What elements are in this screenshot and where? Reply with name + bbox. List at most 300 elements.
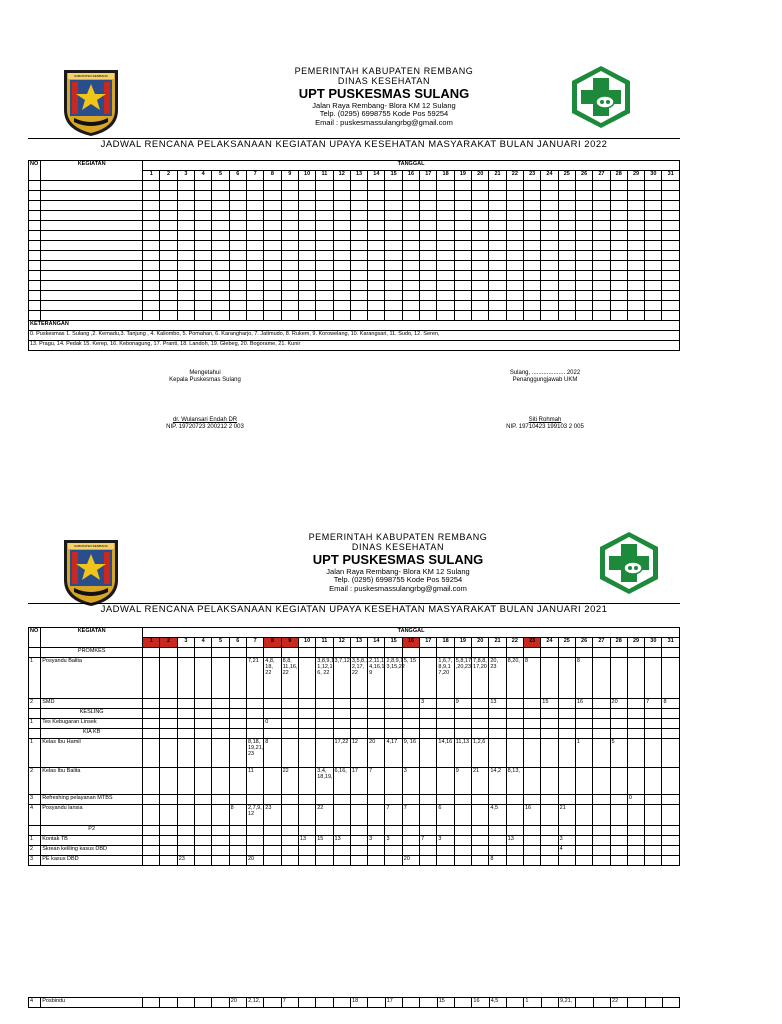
cell — [610, 221, 627, 231]
cell — [558, 826, 575, 836]
cell — [454, 301, 471, 311]
cell — [264, 281, 281, 291]
cell — [662, 181, 680, 191]
cell — [246, 719, 263, 729]
cell — [333, 729, 350, 739]
cell — [143, 281, 160, 291]
cell — [541, 231, 558, 241]
cell — [298, 291, 315, 301]
cell — [645, 739, 662, 768]
cell — [437, 231, 454, 241]
cell — [575, 271, 592, 281]
activity-label: Skrean keliling kasus DBD — [41, 846, 143, 856]
activity-label: Posyandu lansia — [41, 805, 143, 826]
kepala-label: Kepala Puskesmas Sulang — [169, 377, 241, 384]
day-cell: 11 — [316, 638, 333, 648]
cell — [662, 846, 680, 856]
cell — [333, 301, 350, 311]
cell — [229, 221, 246, 231]
cell — [229, 768, 246, 795]
cell — [489, 201, 506, 211]
cell — [420, 271, 437, 281]
cell — [350, 648, 367, 658]
cell — [523, 719, 540, 729]
cell — [212, 291, 229, 301]
date-cell: 2,7,9, 12 — [246, 805, 263, 826]
cell — [316, 271, 333, 281]
cell — [662, 251, 680, 261]
cell — [472, 211, 489, 221]
cell — [246, 181, 263, 191]
cell — [212, 311, 229, 321]
cell — [523, 709, 540, 719]
cell — [558, 768, 575, 795]
cell — [575, 795, 592, 805]
cell — [645, 805, 662, 826]
cell — [645, 231, 662, 241]
cell — [645, 211, 662, 221]
date-cell: 4,17 — [385, 739, 402, 768]
cell — [264, 648, 281, 658]
cell — [437, 191, 454, 201]
activity-row — [29, 805, 680, 826]
cell — [316, 311, 333, 321]
cell — [298, 729, 315, 739]
cell — [143, 211, 160, 221]
cell — [645, 311, 662, 321]
cell — [41, 231, 143, 241]
day-cell: 1 — [143, 171, 160, 181]
cell — [385, 181, 402, 191]
day-cell: 24 — [541, 171, 558, 181]
cell — [437, 301, 454, 311]
cell — [627, 221, 644, 231]
cell — [41, 201, 143, 211]
cell — [212, 658, 229, 699]
cell — [29, 826, 41, 836]
day-cell: 14 — [368, 638, 385, 648]
cell — [29, 191, 41, 201]
cell — [177, 739, 194, 768]
date-cell: 1 — [575, 739, 592, 768]
cell — [575, 768, 592, 795]
cell — [454, 191, 471, 201]
email: Email : puskesmassulangrbg@gmail.com — [315, 117, 453, 127]
cell — [143, 768, 160, 795]
day-cell: 3 — [177, 638, 194, 648]
cell — [212, 301, 229, 311]
cell — [420, 301, 437, 311]
empty-row — [29, 231, 680, 241]
cell — [177, 211, 194, 221]
day-cell: 29 — [627, 638, 644, 648]
date-cell: 8,20, — [506, 658, 523, 699]
cell — [229, 729, 246, 739]
cell — [472, 301, 489, 311]
cell — [420, 281, 437, 291]
cell — [627, 311, 644, 321]
cell — [627, 271, 644, 281]
cell — [350, 281, 367, 291]
date-cell: 15 — [437, 998, 454, 1008]
cell — [645, 221, 662, 231]
date-cell: 5,8,17 ,20,23 — [454, 658, 471, 699]
cell — [402, 221, 419, 231]
cell — [610, 805, 627, 826]
cell — [506, 271, 523, 281]
cell — [246, 836, 263, 846]
kepala-name: dr. Wulansari Endah DR — [172, 417, 238, 423]
cell — [143, 271, 160, 281]
cell — [627, 846, 644, 856]
date-cell: 3 — [558, 836, 575, 846]
cell — [333, 271, 350, 281]
cell — [558, 191, 575, 201]
gov-name-2: PEMERINTAH KABUPATEN REMBANG — [308, 532, 488, 542]
cell — [489, 729, 506, 739]
cell — [195, 805, 212, 826]
date-cell: 21 — [472, 768, 489, 795]
cell — [610, 201, 627, 211]
cell — [645, 836, 662, 846]
cell — [662, 709, 680, 719]
cell — [420, 191, 437, 201]
cell — [662, 241, 680, 251]
cell — [160, 805, 177, 826]
date-cell: 11 — [246, 768, 263, 795]
cell — [143, 658, 160, 699]
cell — [593, 699, 610, 709]
cell — [472, 805, 489, 826]
cell — [593, 281, 610, 291]
pj-label: Penanggungjawab UKM — [512, 377, 578, 384]
cell — [246, 311, 263, 321]
cell — [454, 648, 471, 658]
cell — [402, 241, 419, 251]
cell — [299, 998, 316, 1008]
cell — [420, 709, 437, 719]
cell — [143, 719, 160, 729]
empty-row — [29, 301, 680, 311]
cell — [195, 281, 212, 291]
cell — [385, 301, 402, 311]
date-cell: 8,13, — [506, 768, 523, 795]
activity-label: SMD — [41, 699, 143, 709]
cell — [281, 191, 298, 201]
date-cell: 8,18, 19,21, 23 — [246, 739, 263, 768]
cell — [454, 856, 471, 866]
cell — [212, 768, 229, 795]
cell — [368, 648, 385, 658]
activity-row — [29, 856, 680, 866]
date-cell: 17,22 — [333, 739, 350, 768]
cell — [195, 768, 212, 795]
cell — [610, 658, 627, 699]
cell — [454, 805, 471, 826]
cell — [333, 281, 350, 291]
row-no: 4 — [29, 998, 41, 1008]
row-no: 1 — [29, 719, 41, 729]
cell — [281, 805, 298, 826]
cell — [403, 998, 420, 1008]
cell — [281, 709, 298, 719]
cell — [229, 648, 246, 658]
day-cell: 30 — [645, 638, 662, 648]
cell — [298, 191, 315, 201]
cell — [489, 281, 506, 291]
cell — [454, 311, 471, 321]
date-cell: 3,4, 18,19, — [316, 768, 333, 795]
cell — [264, 856, 281, 866]
date-cell: 8 — [662, 699, 680, 709]
cell — [610, 271, 627, 281]
cell — [454, 281, 471, 291]
cell — [333, 719, 350, 729]
signature-right-1 — [470, 370, 620, 384]
cell — [281, 739, 298, 768]
cell — [229, 301, 246, 311]
sulang-date: Sulang, .................... 2022 — [509, 370, 581, 376]
cell — [350, 699, 367, 709]
cell — [507, 998, 524, 1008]
cell — [368, 271, 385, 281]
cell — [316, 846, 333, 856]
empty-row — [29, 271, 680, 281]
cell — [298, 221, 315, 231]
cell — [506, 729, 523, 739]
cell — [281, 211, 298, 221]
day-cell: 9 — [281, 171, 298, 181]
cell — [333, 261, 350, 271]
cell — [593, 836, 610, 846]
cell — [437, 281, 454, 291]
cell — [29, 271, 41, 281]
cell — [610, 836, 627, 846]
cell — [558, 221, 575, 231]
cell — [195, 709, 212, 719]
cell — [420, 311, 437, 321]
col-tanggal-header: TANGGAL — [143, 628, 680, 638]
cell — [627, 201, 644, 211]
cell — [368, 311, 385, 321]
cell — [29, 261, 41, 271]
cell — [575, 201, 592, 211]
cell — [576, 998, 593, 1008]
cell — [229, 739, 246, 768]
cell — [246, 709, 263, 719]
cell — [645, 648, 662, 658]
cell — [316, 191, 333, 201]
cell — [523, 201, 540, 211]
cell — [333, 201, 350, 211]
cell — [402, 795, 419, 805]
cell — [610, 729, 627, 739]
cell — [437, 261, 454, 271]
cell — [506, 739, 523, 768]
cell — [575, 709, 592, 719]
cell — [420, 181, 437, 191]
day-cell: 25 — [558, 638, 575, 648]
cell — [558, 251, 575, 261]
cell — [316, 221, 333, 231]
row-no: 2 — [29, 699, 41, 709]
cell — [229, 846, 246, 856]
day-cell: 30 — [645, 171, 662, 181]
cell — [385, 221, 402, 231]
cell — [385, 648, 402, 658]
cell — [264, 291, 281, 301]
cell — [506, 805, 523, 826]
cell — [195, 699, 212, 709]
cell — [506, 241, 523, 251]
posbindu-table — [28, 997, 680, 1008]
cell — [385, 201, 402, 211]
cell — [350, 805, 367, 826]
cell — [437, 856, 454, 866]
cell — [523, 211, 540, 221]
cell — [610, 231, 627, 241]
cell — [385, 261, 402, 271]
date-cell: 2,11,1 4,16,1 9 — [368, 658, 385, 699]
cell — [472, 719, 489, 729]
cell — [437, 311, 454, 321]
phone-2: Telp. (0295) 6998755 Kode Pos 59254 — [333, 575, 463, 585]
cell — [541, 271, 558, 281]
day-cell: 19 — [454, 171, 471, 181]
cell — [298, 211, 315, 221]
cell — [593, 311, 610, 321]
date-cell: 8 — [489, 856, 506, 866]
cell — [489, 291, 506, 301]
cell — [143, 836, 160, 846]
cell — [29, 301, 41, 311]
cell — [523, 291, 540, 301]
cell — [420, 251, 437, 261]
cell — [558, 658, 575, 699]
cell — [298, 795, 315, 805]
day-cell: 31 — [662, 171, 680, 181]
cell — [472, 729, 489, 739]
cell — [663, 998, 680, 1008]
day-cell: 3 — [177, 171, 194, 181]
cell — [229, 311, 246, 321]
cell — [229, 281, 246, 291]
cell — [316, 739, 333, 768]
cell — [472, 281, 489, 291]
letterhead-2 — [14, 532, 782, 594]
date-cell: 7 — [368, 768, 385, 795]
cell — [437, 768, 454, 795]
date-cell: 16 — [575, 699, 592, 709]
cell — [645, 261, 662, 271]
cell — [420, 846, 437, 856]
cell — [610, 709, 627, 719]
activity-row — [29, 699, 680, 709]
cell — [212, 826, 229, 836]
cell — [558, 709, 575, 719]
cell — [350, 846, 367, 856]
cell — [316, 729, 333, 739]
cell — [195, 826, 212, 836]
cell — [160, 291, 177, 301]
cell — [212, 998, 229, 1008]
cell — [645, 271, 662, 281]
cell — [437, 826, 454, 836]
cell — [610, 648, 627, 658]
cell — [264, 699, 281, 709]
cell — [143, 805, 160, 826]
cell — [558, 856, 575, 866]
cell — [472, 191, 489, 201]
cell — [350, 311, 367, 321]
cell — [212, 271, 229, 281]
day-cell: 6 — [229, 638, 246, 648]
cell — [575, 311, 592, 321]
cell — [541, 291, 558, 301]
cell — [41, 251, 143, 261]
cell — [402, 271, 419, 281]
cell — [645, 768, 662, 795]
cell — [593, 805, 610, 826]
cell — [333, 998, 350, 1008]
cell — [143, 181, 160, 191]
empty-row — [29, 191, 680, 201]
date-cell: 4,5 — [489, 998, 506, 1008]
cell — [177, 311, 194, 321]
cell — [177, 729, 194, 739]
cell — [212, 181, 229, 191]
cell — [350, 826, 367, 836]
cell — [29, 241, 41, 251]
cell — [472, 836, 489, 846]
cell — [489, 241, 506, 251]
cell — [420, 739, 437, 768]
cell — [281, 826, 298, 836]
date-cell: 7,8,8, 17,20 — [472, 658, 489, 699]
cell — [454, 271, 471, 281]
cell — [472, 201, 489, 211]
cell — [229, 241, 246, 251]
cell — [541, 211, 558, 221]
cell — [368, 231, 385, 241]
cell — [558, 181, 575, 191]
keterangan-line-2: 13. Pragu, 14. Pedak 15. Kerep, 16. Kebonagung, 17. Pranti, 18. Landoh, 19. Glebeg, 20. Bogorame, 21. Kunir — [29, 341, 680, 351]
cell — [368, 291, 385, 301]
cell — [298, 805, 315, 826]
cell — [195, 201, 212, 211]
cell — [264, 795, 281, 805]
cell — [264, 729, 281, 739]
dept-name-2: DINAS KESEHATAN — [351, 542, 445, 553]
cell — [177, 221, 194, 231]
empty-row — [29, 221, 680, 231]
cell — [264, 836, 281, 846]
cell — [229, 251, 246, 261]
cell — [385, 826, 402, 836]
cell — [627, 261, 644, 271]
cell — [489, 648, 506, 658]
cell — [472, 251, 489, 261]
date-cell: 3 — [402, 768, 419, 795]
cell — [662, 281, 680, 291]
day-cell: 12 — [333, 638, 350, 648]
cell — [575, 836, 592, 846]
cell — [593, 658, 610, 699]
pj-name: Siti Rohmah — [528, 417, 562, 423]
cell — [246, 271, 263, 281]
cell — [541, 768, 558, 795]
cell — [627, 211, 644, 221]
